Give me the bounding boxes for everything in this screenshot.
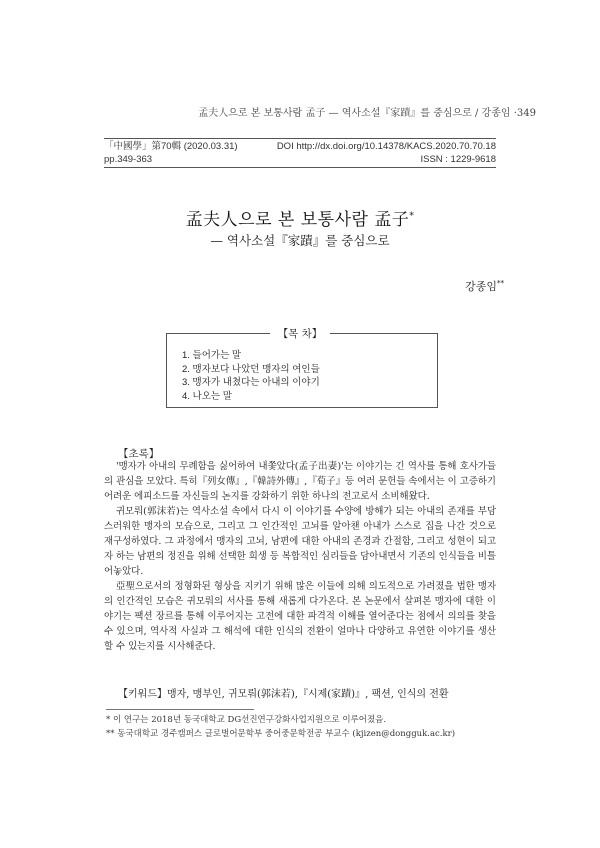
toc-list	[182, 349, 320, 403]
author-footnote-mark: **	[497, 279, 504, 288]
author-name: 강종임	[465, 280, 497, 293]
footnote-funding: * 이 연구는 2018년 동국대학교 DG선진연구강화사업지원으로 이루어졌음.	[106, 715, 387, 725]
abstract	[104, 459, 496, 654]
title-text: 孟夫人으로 본 보통사람 孟子	[185, 210, 410, 230]
doi: DOI http://dx.doi.org/10.14378/KACS.2020.70.70.18	[276, 141, 496, 152]
toc-item: 2. 맹자보다 나았던 맹자의 여인들	[182, 363, 320, 375]
page-range: pp.349-363	[104, 154, 153, 165]
toc-heading: 【목 차】	[0, 326, 600, 341]
footnote-rule	[106, 709, 254, 710]
keywords: 【키워드】맹자, 맹부인, 귀모뤄(郭沫若),『시제(家蹟)』, 팩션, 인식의 전환	[118, 689, 449, 700]
title-footnote-mark: *	[409, 211, 415, 222]
abstract-heading: 【초록】	[118, 448, 160, 460]
issn: ISSN : 1229-9618	[420, 154, 496, 165]
toc-item: 4. 나오는 말	[182, 390, 232, 402]
bottom-rule	[104, 167, 496, 168]
author	[465, 278, 504, 294]
running-header: 孟夫人으로 본 보통사람 孟子 — 역사소설『家蹟』를 중심으로 / 강종임 ·349	[198, 108, 536, 119]
paper-title	[0, 205, 600, 230]
abstract-paragraph: 亞聖으로서의 정형화된 형상을 지키기 위해 많은 이들에 의해 의도적으로 가려졌을 법한 맹자의 인간적인 모습은 귀모뤄의 서사를 통해 새롭게 다가온다. 본 논문에서 살펴본 맹자에 대한 이야기는 팩션 장르를 통해 이루어지는 고전에 대한 파격적 이해를 열어준다는 점에서 의의를 찾을 수 있으며, 역사적 사실과 그 해석에 대한 인식의 전환이 얼마나 다양하고 유연한 이야기를 생산할 수 있는지를 시사해준다.	[104, 581, 496, 652]
toc-item: 1. 들어가는 말	[182, 350, 242, 361]
abstract-paragraph: '맹자가 아내의 무례함을 싫어하여 내쫓았다(孟子出妻)'는 이야기는 긴 역사를 통해 호사가들의 관심을 모았다. 특히『列女傳』,『韓詩外傳』,『荀子』등 여러 문헌들 속에서는 이 고증하기 어려운 에피소드를 자신들의 논지를 강화하기 위한 하나의 전고로서 소비해왔다.	[104, 461, 496, 502]
paper-subtitle: — 역사소설『家蹟』를 중심으로	[210, 233, 390, 248]
toc-item: 3. 맹자가 내쳤다는 아내의 이야기	[182, 377, 320, 389]
abstract-paragraph: 귀모뤄(郭沫若)는 역사소설 속에서 다시 이 이야기를 수양에 방해가 되는 아내의 존재를 부담스러워한 맹자의 모습으로, 그리고 그 인간적인 고뇌를 알아챈 아내가 스스로 집을 나간 것으로 재구성하였다. 그 과정에서 맹자의 고뇌, 남편에 대한 아내의 존경과 간절함, 그리고 성현이 되고자 하는 남편의 정진을 위해 선택한 희생 등 복합적인 심리들을 담아내면서 기존의 인식들을 비틀어놓았다.	[104, 506, 496, 577]
footnotes	[106, 713, 455, 741]
footnote-author-affiliation: ** 동국대학교 경주캠퍼스 글로벌어문학부 중어중문학전공 부교수 (kjizen@dongguk.ac.kr)	[106, 729, 456, 739]
publication-info	[104, 140, 496, 166]
top-rule	[104, 138, 496, 139]
journal-issue: 「中國學」第70輯 (2020.03.31)	[104, 141, 238, 152]
